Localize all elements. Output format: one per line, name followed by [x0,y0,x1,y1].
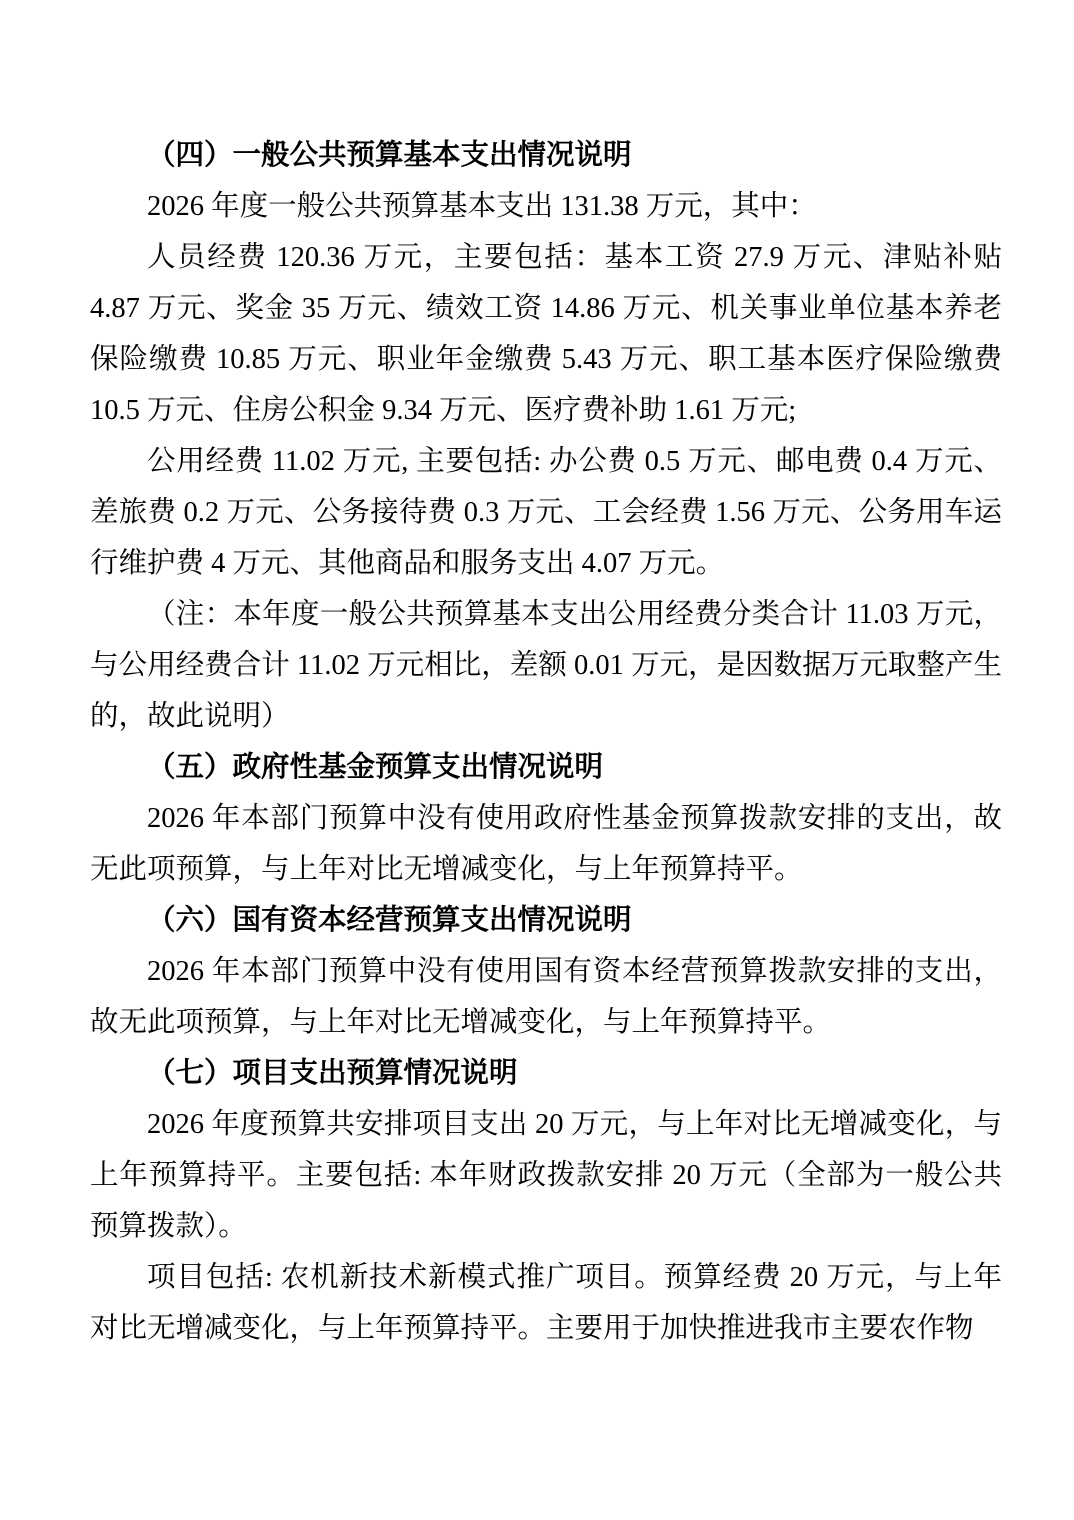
section-heading-5-government-fund: （五）政府性基金预算支出情况说明 [147,752,604,783]
paragraph-public-expenses: 公用经费 11.02 万元, 主要包括: 办公费 0.5 万元、邮电费 0.4 万元、差旅费 0.2 万元、公务接待费 0.3 万元、工会经费 1.56 万元、公务用车运行维护费 4 万元、其他商品和服务支出 4.07 万元。 [90,446,1002,579]
section-heading-6-state-capital: （六）国有资本经营预算支出情况说明 [147,905,632,936]
section-heading-7-project-expenditure: （七）项目支出预算情况说明 [147,1058,518,1089]
section-heading-4-basic-expenditure: （四）一般公共预算基本支出情况说明 [147,140,632,171]
paragraph-project-expenditure-total: 2026 年度预算共安排项目支出 20 万元，与上年对比无增减变化，与上年预算持平。主要包括: 本年财政拨款安排 20 万元（全部为一般公共预算拨款）。 [90,1109,1002,1242]
paragraph-government-fund: 2026 年本部门预算中没有使用政府性基金预算拨款安排的支出，故无此项预算，与上年对比无增减变化，与上年预算持平。 [90,803,1002,885]
paragraph-personnel-expenses: 人员经费 120.36 万元，主要包括：基本工资 27.9 万元、津贴补贴 4.87 万元、奖金 35 万元、绩效工资 14.86 万元、机关事业单位基本养老保险缴费 10.85 万元、职业年金缴费 5.43 万元、职工基本医疗保险缴费 10.5 万元、住房公积金 9.34 万元、医疗费补助 1.61 万元; [90,242,1002,426]
paragraph-rounding-note: （注：本年度一般公共预算基本支出公用经费分类合计 11.03 万元，与公用经费合计 11.02 万元相比，差额 0.01 万元，是因数据万元取整产生的，故此说明） [90,599,1002,732]
paragraph-project-details: 项目包括: 农机新技术新模式推广项目。预算经费 20 万元，与上年对比无增减变化，与上年预算持平。主要用于加快推进我市主要农作物 [90,1262,1002,1344]
paragraph-basic-expenditure-total: 2026 年度一般公共预算基本支出 131.38 万元，其中： [147,191,817,222]
paragraph-state-capital: 2026 年本部门预算中没有使用国有资本经营预算拨款安排的支出，故无此项预算，与上年对比无增减变化，与上年预算持平。 [90,956,1002,1038]
